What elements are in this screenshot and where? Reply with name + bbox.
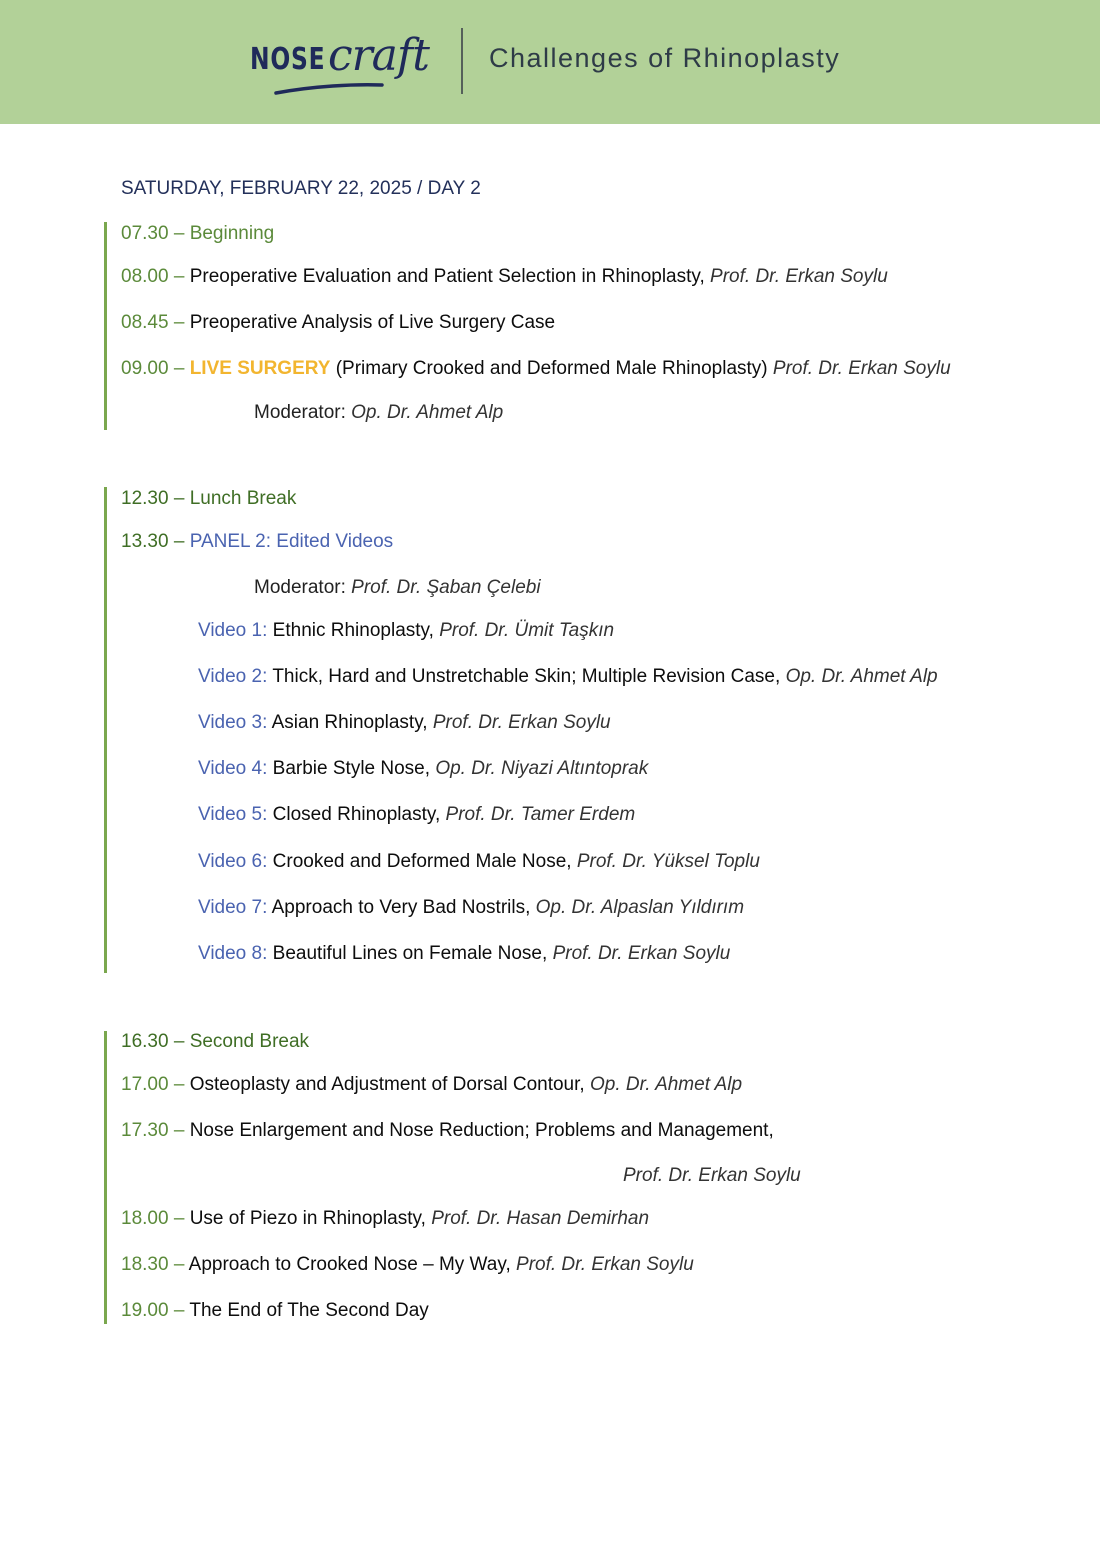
schedule-row: [121, 1119, 774, 1143]
speaker: Prof. Dr. Yüksel Toplu: [576, 851, 760, 872]
logo-swoosh: [274, 82, 384, 96]
video-row: [198, 803, 635, 827]
live-surgery-label: LIVE SURGERY: [189, 358, 331, 379]
section-bar-1: [104, 222, 107, 430]
session-title: Preoperative Analysis of Live Surgery Case: [189, 312, 556, 333]
video-row: [198, 942, 730, 966]
speaker: Prof. Dr. Hasan Demirhan: [431, 1208, 650, 1229]
time: 18.00 –: [121, 1208, 185, 1229]
time: 18.30 –: [121, 1254, 185, 1275]
time: 07.30 –: [121, 223, 185, 244]
session-title: Approach to Crooked Nose – My Way,: [188, 1254, 511, 1275]
speaker: Prof. Dr. Erkan Soylu: [552, 943, 731, 964]
session-title: (Primary Crooked and Deformed Male Rhinoplasty): [335, 358, 768, 379]
schedule-row: [121, 357, 951, 381]
time: 17.00 –: [121, 1074, 185, 1095]
header-divider: [461, 28, 463, 94]
session-title: Lunch Break: [189, 488, 297, 509]
section-bar-2: [104, 487, 107, 973]
video-label: Video 5:: [198, 804, 268, 825]
time: 19.00 –: [121, 1300, 185, 1321]
video-label: Video 7:: [198, 897, 268, 918]
time: 08.00 –: [121, 266, 185, 287]
video-label: Video 2:: [198, 666, 268, 687]
schedule-row: [121, 1030, 309, 1054]
moderator-row: [254, 401, 503, 425]
video-label: Video 3:: [198, 712, 268, 733]
day-title: SATURDAY, FEBRUARY 22, 2025 / DAY 2: [121, 178, 481, 199]
video-title: Thick, Hard and Unstretchable Skin; Multiple Revision Case,: [272, 666, 781, 687]
moderator-name: Prof. Dr. Şaban Çelebi: [351, 577, 541, 598]
logo-nose-text: NOSE: [250, 42, 326, 77]
video-row: [198, 896, 744, 920]
video-title: Ethnic Rhinoplasty,: [272, 620, 434, 641]
video-row: [198, 665, 938, 689]
panel-title: PANEL 2: Edited Videos: [189, 531, 394, 552]
session-title: Beginning: [189, 223, 275, 244]
speaker: Prof. Dr. Ümit Taşkın: [439, 620, 615, 641]
schedule-row: [121, 487, 296, 511]
speaker: Prof. Dr. Erkan Soylu: [432, 712, 611, 733]
schedule-row: [121, 530, 393, 554]
video-label: Video 1:: [198, 620, 268, 641]
speaker-continuation: [623, 1164, 801, 1188]
speaker: Prof. Dr. Erkan Soylu: [772, 358, 951, 379]
speaker: Prof. Dr. Tamer Erdem: [445, 804, 636, 825]
time: 08.45 –: [121, 312, 185, 333]
moderator-name: Op. Dr. Ahmet Alp: [351, 402, 504, 423]
video-row: [198, 619, 614, 643]
schedule-row: [121, 1253, 694, 1277]
schedule-row: [121, 1207, 649, 1231]
video-row: [198, 757, 648, 781]
speaker: Prof. Dr. Erkan Soylu: [516, 1254, 694, 1275]
video-title: Crooked and Deformed Male Nose,: [272, 851, 572, 872]
video-title: Barbie Style Nose,: [272, 758, 431, 779]
schedule-row: [121, 311, 555, 335]
speaker: Op. Dr. Alpaslan Yıldırım: [535, 897, 745, 918]
video-title: Closed Rhinoplasty,: [272, 804, 441, 825]
time: 12.30 –: [121, 488, 185, 509]
schedule-row: [121, 265, 888, 289]
speaker: Prof. Dr. Erkan Soylu: [623, 1165, 801, 1186]
session-title: Nose Enlargement and Nose Reduction; Problems and Management,: [189, 1120, 774, 1141]
speaker: Op. Dr. Ahmet Alp: [589, 1074, 743, 1095]
video-label: Video 8:: [198, 943, 268, 964]
moderator-label: Moderator:: [254, 577, 346, 598]
speaker: Prof. Dr. Erkan Soylu: [710, 266, 888, 287]
time: 13.30 –: [121, 531, 185, 552]
video-title: Approach to Very Bad Nostrils,: [271, 897, 531, 918]
section-bar-3: [104, 1031, 107, 1324]
logo-craft-text: craft: [328, 30, 429, 81]
time: 16.30 –: [121, 1031, 185, 1052]
video-label: Video 4:: [198, 758, 268, 779]
session-title: Preoperative Evaluation and Patient Selection in Rhinoplasty,: [189, 266, 705, 287]
video-title: Beautiful Lines on Female Nose,: [272, 943, 548, 964]
time: 09.00 –: [121, 358, 185, 379]
schedule-row: [121, 1299, 429, 1323]
video-row: [198, 711, 611, 735]
speaker: Op. Dr. Ahmet Alp: [785, 666, 938, 687]
header-title: Challenges of Rhinoplasty: [489, 43, 841, 73]
speaker: Op. Dr. Niyazi Altıntoprak: [435, 758, 649, 779]
header-band: [0, 0, 1100, 124]
session-title: The End of The Second Day: [189, 1300, 429, 1321]
session-title: Second Break: [189, 1031, 310, 1052]
session-title: Use of Piezo in Rhinoplasty,: [189, 1208, 426, 1229]
moderator-label: Moderator:: [254, 402, 346, 423]
time: 17.30 –: [121, 1120, 185, 1141]
video-label: Video 6:: [198, 851, 268, 872]
session-title: Osteoplasty and Adjustment of Dorsal Contour,: [189, 1074, 585, 1095]
schedule-row: [121, 1073, 742, 1097]
video-row: [198, 850, 760, 874]
video-title: Asian Rhinoplasty,: [271, 712, 428, 733]
schedule-row: [121, 222, 274, 246]
moderator-row: [254, 576, 541, 600]
